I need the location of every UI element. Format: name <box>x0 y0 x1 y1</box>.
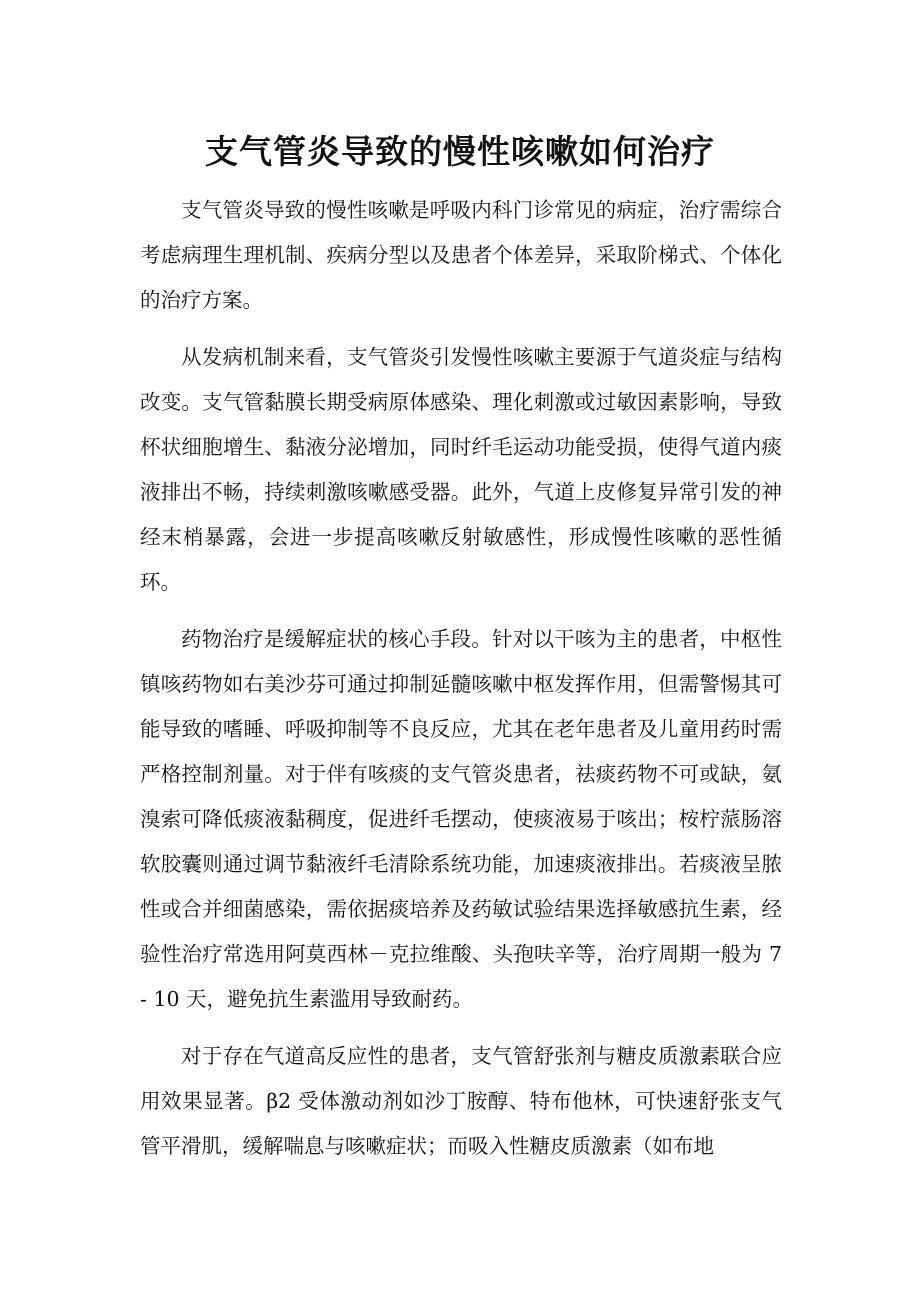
paragraph-mechanism: 从发病机制来看，支气管炎引发慢性咳嗽主要源于气道炎症与结构改变。支气管黏膜长期受病原体感染、理化刺激或过敏因素影响，导致杯状细胞增生、黏液分泌增加，同时纤毛运动功能受损，使得气道内痰液排出不畅，持续刺激咳嗽感受器。此外，气道上皮修复异常引发的神经末梢暴露，会进一步提高咳嗽反射敏感性，形成慢性咳嗽的恶性循环。 <box>140 345 782 594</box>
paragraph-intro: 支气管炎导致的慢性咳嗽是呼吸内科门诊常见的病症，治疗需综合考虑病理生理机制、疾病分型以及患者个体差异，采取阶梯式、个体化的治疗方案。 <box>140 198 782 312</box>
paragraph-drug-therapy: 药物治疗是缓解症状的核心手段。针对以干咳为主的患者，中枢性镇咳药物如右美沙芬可通过抑制延髓咳嗽中枢发挥作用，但需警惕其可能导致的嗜睡、呼吸抑制等不良反应，尤其在老年患者及儿童用药时需严格控制剂量。对于伴有咳痰的支气管炎患者，祛痰药物不可或缺，氨溴索可降低痰液黏稠度，促进纤毛摆动，使痰液易于咳出；桉柠蒎肠溶软胶囊则通过调节黏液纤毛清除系统功能，加速痰液排出。若痰液呈脓性或合并细菌感染，需依据痰培养及药敏试验结果选择敏感抗生素，经验性治疗常选用阿莫西林－克拉维酸、头孢呋辛等，治疗周期一般为 7 - 10 天，避免抗生素滥用导致耐药。 <box>140 627 782 1011</box>
paragraph-airway-hyperreactivity: 对于存在气道高反应性的患者，支气管舒张剂与糖皮质激素联合应用效果显著。β2 受体激动剂如沙丁胺醇、特布他林，可快速舒张支气管平滑肌，缓解喘息与咳嗽症状；而吸入性糖皮质激素（如布地 <box>140 1044 782 1158</box>
page-title: 支气管炎导致的慢性咳嗽如何治疗 <box>205 132 715 171</box>
article-body <box>140 188 782 1181</box>
